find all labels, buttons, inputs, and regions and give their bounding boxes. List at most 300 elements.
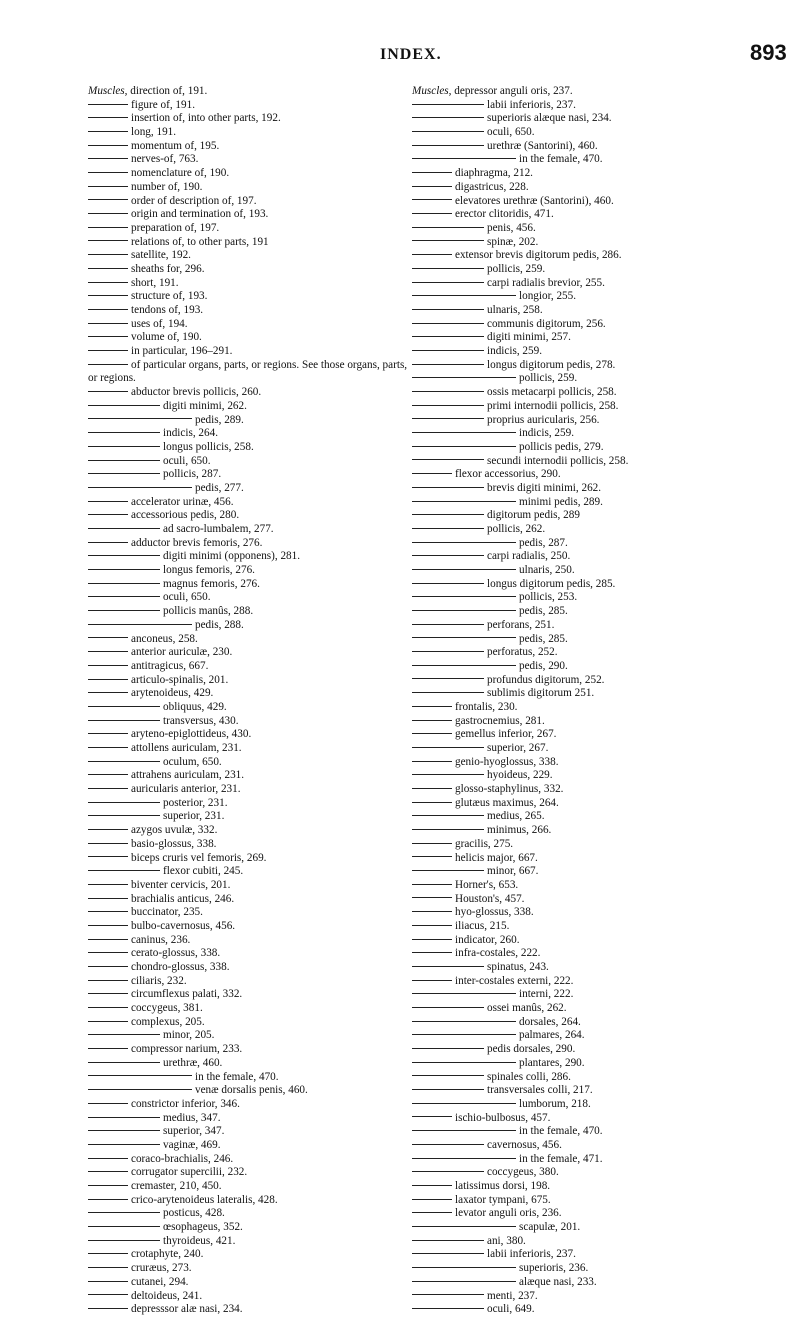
entry-text: ulnaris, 258. <box>487 304 543 316</box>
ditto-dash <box>88 665 128 666</box>
entry-text: caninus, 236. <box>131 933 191 946</box>
index-entry <box>412 1002 792 1016</box>
index-entry <box>88 304 408 318</box>
ditto-dash <box>412 473 452 474</box>
entry-text: medius, 347. <box>163 1111 221 1124</box>
ditto-dash <box>88 391 128 392</box>
ditto-dash <box>412 980 452 981</box>
ditto-dash <box>88 747 128 748</box>
entry-text: abductor brevis pollicis, 260. <box>131 386 262 399</box>
ditto-dash <box>412 199 452 200</box>
ditto-dash <box>412 993 516 994</box>
entry-text: transversales colli, 217. <box>487 1084 593 1097</box>
entry-text: cavernosus, 456. <box>487 1138 562 1151</box>
ditto-dash <box>412 1185 452 1186</box>
index-entry <box>88 400 408 414</box>
index-entry <box>88 824 408 838</box>
index-entry <box>88 1084 408 1098</box>
entry-text: flexor cubiti, 245. <box>163 865 244 878</box>
ditto-dash <box>412 542 516 543</box>
entry-text: profundus digitorum, 252. <box>487 673 605 686</box>
entry-text: anconeus, 258. <box>131 632 198 645</box>
index-entry <box>412 1098 792 1112</box>
index-entry <box>88 564 408 578</box>
index-entry <box>412 318 792 332</box>
index-entry <box>88 605 408 619</box>
index-entry <box>412 1221 792 1235</box>
ditto-dash <box>412 186 452 187</box>
ditto-dash <box>412 761 452 762</box>
entry-text: ulnaris, 250. <box>519 564 575 577</box>
ditto-dash <box>88 1103 128 1104</box>
entry-text: pedis, 277. <box>195 481 244 494</box>
index-entry <box>412 290 792 304</box>
entry-text: attollens auriculam, 231. <box>131 742 242 755</box>
ditto-dash <box>412 720 452 721</box>
index-entry <box>412 605 792 619</box>
index-entry <box>412 1235 792 1249</box>
ditto-dash <box>412 240 484 241</box>
ditto-dash <box>88 980 128 981</box>
ditto-dash <box>412 501 516 502</box>
index-entry <box>412 824 792 838</box>
index-entry <box>412 181 792 195</box>
entry-text: oculi, 650. <box>163 454 211 467</box>
entry-text: venæ dorsalis penis, 460. <box>195 1084 308 1097</box>
entry-text: preparation of, 197. <box>131 221 220 234</box>
entry-text: erector clitoridis, 471. <box>455 208 554 221</box>
ditto-dash <box>88 323 128 324</box>
entry-text: ossis metacarpi pollicis, 258. <box>487 386 617 399</box>
ditto-dash <box>412 364 484 365</box>
entry-text: minimus, 266. <box>487 824 552 837</box>
index-entry <box>412 304 792 318</box>
index-entry <box>88 208 408 222</box>
entry-text: spinales colli, 286. <box>487 1070 571 1083</box>
index-entry <box>88 249 408 263</box>
entry-text: superior, 347. <box>163 1125 225 1138</box>
ditto-dash <box>412 624 484 625</box>
entry-text: longior, 255. <box>519 290 577 303</box>
entry-text: articulo-spinalis, 201. <box>131 673 229 686</box>
ditto-dash <box>412 843 452 844</box>
entry-text: crico-arytenoideus lateralis, 428. <box>131 1193 278 1206</box>
index-entry <box>88 455 408 469</box>
entry-text: antitragicus, 667. <box>131 659 209 672</box>
index-entry <box>88 769 408 783</box>
index-entry <box>88 893 408 907</box>
ditto-dash <box>412 487 484 488</box>
ditto-dash <box>412 897 452 898</box>
index-entry <box>88 1029 408 1043</box>
index-entry <box>412 1262 792 1276</box>
ditto-dash <box>88 104 128 105</box>
index-entry <box>88 920 408 934</box>
index-entry <box>412 331 792 345</box>
index-entry <box>412 263 792 277</box>
entry-text: extensor brevis digitorum pedis, 286. <box>455 249 622 262</box>
entry-text: structure of, 193. <box>131 290 208 303</box>
ditto-dash <box>412 295 516 296</box>
entry-text: momentum of, 195. <box>131 139 220 152</box>
index-entry <box>412 372 792 386</box>
index-entry <box>88 537 408 551</box>
index-entry <box>88 578 408 592</box>
entry-text: in the female, 470. <box>195 1070 279 1083</box>
entry-text: arytenoideus, 429. <box>131 687 214 700</box>
ditto-dash <box>88 1185 128 1186</box>
ditto-dash <box>412 1240 484 1241</box>
ditto-dash <box>88 1048 128 1049</box>
entry-text: accessorious pedis, 280. <box>131 509 240 522</box>
entry-text: spinatus, 243. <box>487 961 549 973</box>
index-entry <box>412 810 792 824</box>
index-entry <box>88 1235 408 1249</box>
ditto-dash <box>88 870 160 871</box>
ditto-dash <box>88 268 128 269</box>
entry-text: superioris, 236. <box>519 1262 589 1275</box>
ditto-dash <box>88 1075 192 1076</box>
ditto-dash <box>412 1075 484 1076</box>
entry-text: nerves-of, 763. <box>131 153 199 166</box>
index-entry <box>88 99 408 113</box>
index-entry <box>88 1112 408 1126</box>
entry-text: indicis, 259. <box>487 345 543 358</box>
index-entry <box>88 550 408 564</box>
index-entry <box>412 427 792 441</box>
entry-text: palmares, 264. <box>519 1029 585 1042</box>
ditto-dash <box>412 1226 516 1227</box>
index-entry <box>88 1166 408 1180</box>
index-entry <box>88 728 408 742</box>
page-header <box>0 40 800 70</box>
ditto-dash <box>412 1144 484 1145</box>
ditto-dash <box>412 254 452 255</box>
ditto-dash <box>88 555 160 556</box>
ditto-dash <box>88 815 160 816</box>
entry-text: ossei manûs, 262. <box>487 1002 567 1015</box>
index-entry <box>88 797 408 811</box>
entry-text: constrictor inferior, 346. <box>131 1097 240 1110</box>
index-entry <box>88 153 408 167</box>
entry-text: depresssor alæ nasi, 234. <box>131 1303 243 1316</box>
index-entry <box>88 756 408 770</box>
ditto-dash <box>88 446 160 447</box>
ditto-dash <box>88 131 128 132</box>
entry-text: brevis digiti minimi, 262. <box>487 481 602 494</box>
ditto-dash <box>412 213 452 214</box>
ditto-dash <box>88 350 128 351</box>
entry-text: anterior auriculæ, 230. <box>131 646 233 659</box>
index-entry <box>88 468 408 482</box>
index-entry <box>412 523 792 537</box>
ditto-dash <box>412 665 516 666</box>
index-entry <box>412 715 792 729</box>
index-entry <box>412 1112 792 1126</box>
entry-text: superior, 267. <box>487 742 549 754</box>
entry-text: levator anguli oris, 236. <box>455 1207 562 1220</box>
entry-text: in particular, 196–291. <box>131 345 233 358</box>
index-entry <box>88 852 408 866</box>
ditto-dash <box>88 802 160 803</box>
index-entry <box>412 783 792 797</box>
ditto-dash <box>412 856 452 857</box>
entry-text: hyoideus, 229. <box>487 769 553 782</box>
ditto-dash <box>88 117 128 118</box>
entry-text: proprius auricularis, 256. <box>487 413 600 426</box>
ditto-dash <box>412 282 484 283</box>
ditto-dash <box>412 446 516 447</box>
index-entry <box>88 1303 408 1317</box>
entry-text: figure of, 191. <box>131 98 196 111</box>
index-entry <box>412 797 792 811</box>
entry-text: carpi radialis brevior, 255. <box>487 276 605 289</box>
entry-text: latissimus dorsi, 198. <box>455 1180 551 1192</box>
entry-text: glosso-staphylinus, 332. <box>455 783 564 796</box>
entry-text: pedis, 285. <box>519 632 568 645</box>
entry-text: oculi, 650. <box>487 126 535 139</box>
index-entry <box>88 277 408 291</box>
ditto-dash <box>88 651 128 652</box>
index-entry <box>412 1029 792 1043</box>
entry-text: circumflexus palati, 332. <box>131 988 243 1001</box>
index-entry <box>412 660 792 674</box>
ditto-dash <box>412 1253 484 1254</box>
entry-text: thyroideus, 421. <box>163 1234 236 1247</box>
ditto-dash <box>88 952 128 953</box>
entry-text: pedis, 285. <box>519 605 568 618</box>
entry-text: bulbo-cavernosus, 456. <box>131 919 236 932</box>
ditto-dash <box>88 911 128 912</box>
index-entry <box>412 400 792 414</box>
index-entry <box>412 975 792 989</box>
page-number: 893 <box>750 40 787 65</box>
ditto-dash <box>412 459 484 460</box>
index-entry <box>412 852 792 866</box>
index-entry <box>412 1016 792 1030</box>
entry-text: pollicis, 253. <box>519 591 578 604</box>
ditto-dash <box>412 1089 484 1090</box>
index-entry <box>412 1276 792 1290</box>
entry-text: cerato-glossus, 338. <box>131 947 221 960</box>
ditto-dash <box>88 418 192 419</box>
index-entry <box>88 290 408 304</box>
entry-text: laxator tympani, 675. <box>455 1193 551 1206</box>
entry-heading: Muscles, <box>88 85 128 97</box>
right-column <box>412 85 792 1317</box>
ditto-dash <box>88 542 128 543</box>
ditto-dash <box>88 1240 160 1241</box>
index-entry <box>88 660 408 674</box>
index-entry <box>412 701 792 715</box>
entry-text: urethræ (Santorini), 460. <box>487 139 598 152</box>
ditto-dash <box>88 624 192 625</box>
ditto-dash <box>88 939 128 940</box>
index-entry <box>412 1125 792 1139</box>
entry-text: perforans, 251. <box>487 618 555 631</box>
index-entry <box>88 1290 408 1304</box>
ditto-dash <box>88 898 128 899</box>
index-entry <box>412 496 792 510</box>
index-entry <box>88 947 408 961</box>
ditto-dash <box>88 1294 128 1295</box>
entry-text: vaginæ, 469. <box>163 1138 221 1151</box>
ditto-dash <box>88 569 160 570</box>
index-entry <box>412 578 792 592</box>
ditto-dash <box>412 350 484 351</box>
entry-text: in the female, 470. <box>519 1125 603 1138</box>
ditto-dash <box>412 1103 516 1104</box>
entry-text: ischio-bulbosus, 457. <box>455 1111 551 1124</box>
index-entry <box>88 715 408 729</box>
ditto-dash <box>412 911 452 912</box>
index-entry <box>88 865 408 879</box>
index-entry <box>412 1057 792 1071</box>
entry-text: longus pollicis, 258. <box>163 440 254 453</box>
index-entry <box>412 482 792 496</box>
ditto-dash <box>412 583 484 584</box>
entry-text: relations of, to other parts, 191 <box>131 235 269 248</box>
index-entry <box>88 1071 408 1085</box>
ditto-dash <box>412 788 452 789</box>
index-entry <box>412 591 792 605</box>
ditto-dash <box>88 1021 128 1022</box>
ditto-dash <box>412 1130 516 1131</box>
ditto-dash <box>412 610 516 611</box>
ditto-dash <box>88 1117 160 1118</box>
entry-text: brachialis anticus, 246. <box>131 892 235 905</box>
entry-text: communis digitorum, 256. <box>487 317 606 330</box>
index-entry <box>88 1002 408 1016</box>
index-entry <box>412 865 792 879</box>
index-entry <box>412 236 792 250</box>
ditto-dash <box>412 1158 516 1159</box>
ditto-dash <box>88 788 128 789</box>
ditto-dash <box>412 377 516 378</box>
index-entry <box>88 742 408 756</box>
entry-text: sheaths for, 296. <box>131 262 205 275</box>
ditto-dash <box>88 473 160 474</box>
entry-text: inter-costales externi, 222. <box>455 974 574 987</box>
entry-text: hyo-glossus, 338. <box>455 906 534 919</box>
entry-text: sublimis digitorum 251. <box>487 687 595 700</box>
index-entry <box>88 1276 408 1290</box>
ditto-dash <box>412 774 484 775</box>
entry-text: digiti minimi, 262. <box>163 399 247 412</box>
entry-text: digitorum pedis, 289 <box>487 509 580 522</box>
entry-text: number of, 190. <box>131 180 203 193</box>
index-entry <box>88 331 408 345</box>
entry-text: azygos uvulæ, 332. <box>131 824 218 837</box>
entry-text: depressor anguli oris, 237. <box>451 85 573 97</box>
index-entry <box>412 988 792 1002</box>
ditto-dash <box>412 268 484 269</box>
index-entry <box>88 482 408 496</box>
entry-text: digiti minimi, 257. <box>487 331 571 344</box>
ditto-dash <box>412 432 516 433</box>
entry-text: Houston's, 457. <box>455 892 525 905</box>
ditto-dash <box>412 706 452 707</box>
index-entry <box>412 99 792 113</box>
ditto-dash <box>412 802 452 803</box>
index-entry <box>88 236 408 250</box>
ditto-dash <box>412 569 516 570</box>
index-entry <box>412 947 792 961</box>
entry-text: adductor brevis femoris, 276. <box>131 536 263 549</box>
ditto-dash <box>88 158 128 159</box>
index-entry <box>412 1207 792 1221</box>
entry-text: flexor accessorius, 290. <box>455 468 561 481</box>
entry-text: pedis, 288. <box>195 618 244 631</box>
entry-text: gracilis, 275. <box>455 837 514 850</box>
ditto-dash <box>412 309 484 310</box>
entry-text: chondro-glossus, 338. <box>131 961 230 974</box>
entry-text: coraco-brachialis, 246. <box>131 1152 234 1165</box>
ditto-dash <box>88 966 128 967</box>
index-entry <box>412 345 792 359</box>
index-entry <box>88 1248 408 1262</box>
ditto-dash <box>412 678 484 679</box>
index-entry <box>412 1180 792 1194</box>
ditto-dash <box>88 1267 128 1268</box>
entry-text: indicis, 259. <box>519 427 575 440</box>
entry-text: urethræ, 460. <box>163 1056 223 1069</box>
entry-text: genio-hyoglossus, 338. <box>455 755 559 768</box>
ditto-dash <box>412 528 484 529</box>
ditto-dash <box>412 884 452 885</box>
entry-text: posticus, 428. <box>163 1207 225 1220</box>
ditto-dash <box>412 514 484 515</box>
ditto-dash <box>88 227 128 228</box>
ditto-dash <box>88 145 128 146</box>
index-entry <box>88 1262 408 1276</box>
entry-text: insertion of, into other parts, 192. <box>131 112 281 125</box>
ditto-dash <box>412 1062 516 1063</box>
index-entry <box>88 988 408 1002</box>
index-entry <box>88 1125 408 1139</box>
index-entry <box>412 359 792 373</box>
index-entry <box>88 1207 408 1221</box>
index-entry <box>88 1153 408 1167</box>
index-entry <box>412 140 792 154</box>
ditto-dash <box>88 829 128 830</box>
ditto-dash <box>412 815 484 816</box>
index-entry <box>412 1166 792 1180</box>
entry-text: cruræus, 273. <box>131 1262 192 1275</box>
index-entry <box>412 1043 792 1057</box>
entry-text: posterior, 231. <box>163 796 228 809</box>
index-entry <box>88 879 408 893</box>
ditto-dash <box>412 227 484 228</box>
ditto-dash <box>412 158 516 159</box>
ditto-dash <box>412 131 484 132</box>
ditto-dash <box>88 774 128 775</box>
index-entry <box>412 85 792 99</box>
ditto-dash <box>88 610 160 611</box>
ditto-dash <box>412 1116 452 1117</box>
index-entry <box>412 564 792 578</box>
index-entry <box>88 345 408 359</box>
entry-text: deltoideus, 241. <box>131 1289 203 1302</box>
entry-text: short, 191. <box>131 276 179 289</box>
index-entry <box>88 961 408 975</box>
ditto-dash <box>88 405 160 406</box>
ditto-dash <box>412 870 484 871</box>
entry-text: secundi internodii pollicis, 258. <box>487 454 629 467</box>
index-entry <box>88 359 408 386</box>
index-entry <box>88 1016 408 1030</box>
entry-text: pedis, 289. <box>195 413 244 426</box>
